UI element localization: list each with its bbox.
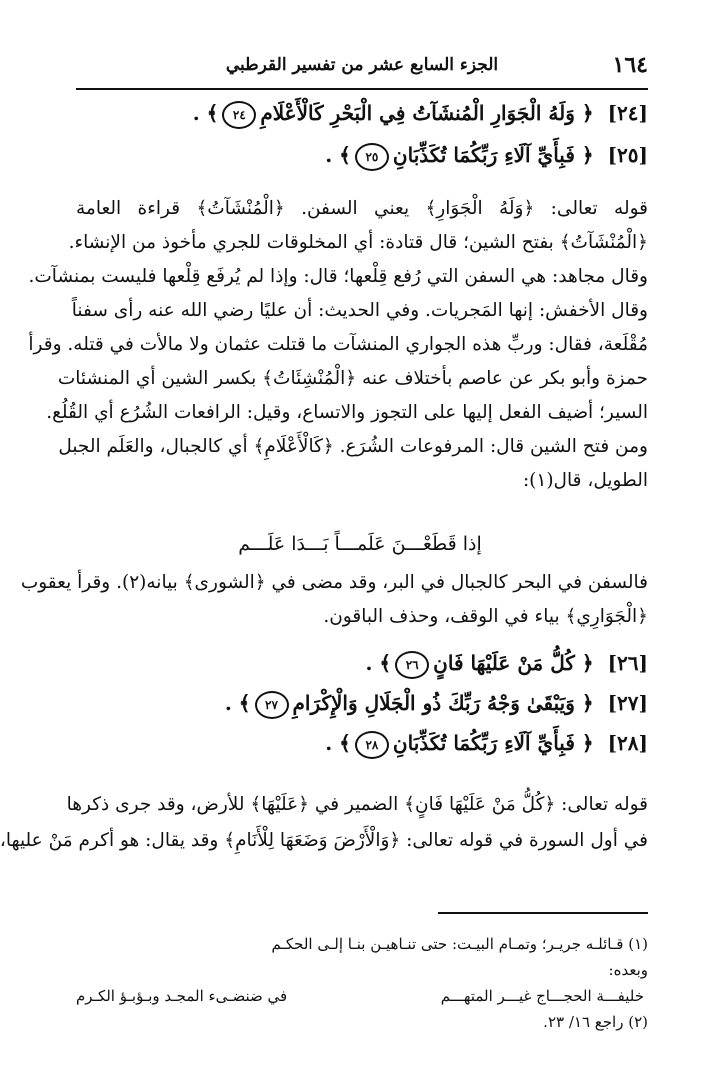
- commentary-line: في أول السورة في قوله تعالى: ﴿وَالْأَرْضَ وَضَعَهَا لِلْأَنَامِ﴾ وقد يقال: هو أكرم مَنْ عليها،: [0, 830, 648, 851]
- running-title: الجزء السابع عشر من تفسير القرطبي: [225, 55, 499, 75]
- commentary-line: قوله تعالى: ﴿كُلُّ مَنْ عَلَيْهَا فَانٍ﴾ الضمير في ﴿عَلَيْهَا﴾ للأرض، وقد جرى ذكرها: [66, 794, 648, 815]
- commentary-line: وقال الأخفش: إنها المَجريات. وفي الحديث: أن عليًا رضي الله عنه رأى سفناً: [71, 300, 648, 321]
- ayah-marker-icon: ٢٨: [355, 731, 389, 759]
- commentary-line: الطويل، قال(١):: [522, 470, 648, 491]
- footnote-1-continuation: وبعده:: [608, 961, 648, 979]
- verse-number: [٢٧]: [607, 691, 648, 715]
- verse-text: ﴿ فَبِأَيِّ آلَاءِ رَبِّكُمَا تُكَذِّبَانِ: [392, 731, 594, 755]
- commentary-line: ﴿الْجَوَارِي﴾ بياء في الوقف، وحذف الباقون.: [323, 606, 648, 627]
- commentary-line: السير؛ أضيف الفعل إليها على التجوز والاتساع، وقيل: الرافعات الشُرُع أي القُلُع.: [46, 402, 648, 423]
- verse-end: ﴾ .: [365, 651, 392, 675]
- footnote-2: (٢) راجع ١٦/ ٢٣.: [543, 1013, 648, 1031]
- footnote-1: (١) قـائلـه جريـر؛ وتمـام البيـت: حتى تنـاهيـن بنـا إلـى الحكـم: [271, 935, 648, 953]
- footnote-verse-left: في ضنضـىء المجـد وبـؤبـؤ الكـرم: [76, 987, 288, 1005]
- verse-end: ﴾ .: [325, 143, 351, 167]
- commentary-line: مُقْلَعة، فقال: وربِّ هذه الجواري المنشآت ما قتلت عثمان ولا مالأت في قتله. وقرأ: [28, 334, 648, 355]
- commentary-line: فالسفن في البحر كالجبال في البر، وقد مضى في ﴿الشورى﴾ بيانه(٢). وقرأ يعقوب: [20, 572, 648, 593]
- footnote-verse-right: خليفـــة الحجـــاج غيـــر المتهـــم: [440, 987, 644, 1005]
- verse-27: [76, 688, 648, 718]
- verse-28: [76, 728, 648, 758]
- ayah-marker-icon: ٢٧: [255, 691, 289, 719]
- header-divider: [76, 88, 648, 90]
- verse-number: [٢٦]: [607, 651, 648, 675]
- page-number: ١٦٤: [612, 52, 648, 78]
- ayah-marker-icon: ٢٤: [222, 101, 256, 129]
- verse-number: [٢٥]: [607, 143, 648, 167]
- commentary-line: ومن فتح الشين قال: المرفوعات الشُرَع. ﴿كَالْأَعْلَامِ﴾ أي كالجبال، والعَلَم الجبل: [58, 436, 648, 457]
- page-header: [76, 52, 648, 82]
- commentary-line: حمزة وأبو بكر عن عاصم بأختلاف عنه ﴿الْمُنْشِئَاتُ﴾ بكسر الشين أي المنشئات: [57, 368, 648, 389]
- poem-line: إذا قَطَعْـــنَ عَلَمـــاً بَـــدَا عَلَـــم: [238, 533, 482, 555]
- ayah-marker-icon: ٢٦: [395, 651, 429, 679]
- verse-text: ﴿ فَبِأَيِّ آلَاءِ رَبِّكُمَا تُكَذِّبَانِ: [392, 143, 594, 167]
- footnote-divider: [438, 912, 648, 914]
- verse-end: ﴾ .: [224, 691, 251, 715]
- verse-text: ﴿ وَلَهُ الْجَوَارِ الْمُنشَآتُ فِي الْبَحْرِ كَالْأَعْلَامِ: [260, 101, 594, 125]
- verse-end: ﴾ .: [192, 101, 219, 125]
- verse-text: ﴿ كُلُّ مَنْ عَلَيْهَا فَانٍ: [433, 651, 594, 675]
- commentary-line: ﴿الْمُنْشَآتُ﴾ بفتح الشين؛ قال قتادة: أي المخلوقات للجري مأخوذ من الإنشاء.: [68, 232, 648, 253]
- verse-24: [76, 98, 648, 128]
- commentary-line: وقال مجاهد: هي السفن التي رُفع قِلْعها؛ قال: وإذا لم يُرفَع قِلْعها فليست بمنشآت.: [28, 266, 648, 287]
- verse-number: [٢٤]: [607, 101, 648, 125]
- verse-end: ﴾ .: [325, 731, 351, 755]
- ayah-marker-icon: ٢٥: [355, 143, 389, 171]
- verse-25: [76, 140, 648, 170]
- commentary-line: قوله تعالى: ﴿وَلَهُ الْجَوَارِ﴾ يعني السفن. ﴿الْمُنْشَآتُ﴾ قراءة العامة: [76, 198, 648, 219]
- verse-number: [٢٨]: [607, 731, 648, 755]
- verse-text: ﴿ وَيَبْقَىٰ وَجْهُ رَبِّكَ ذُو الْجَلَالِ وَالْإِكْرَامِ: [292, 691, 594, 715]
- verse-26: [76, 648, 648, 678]
